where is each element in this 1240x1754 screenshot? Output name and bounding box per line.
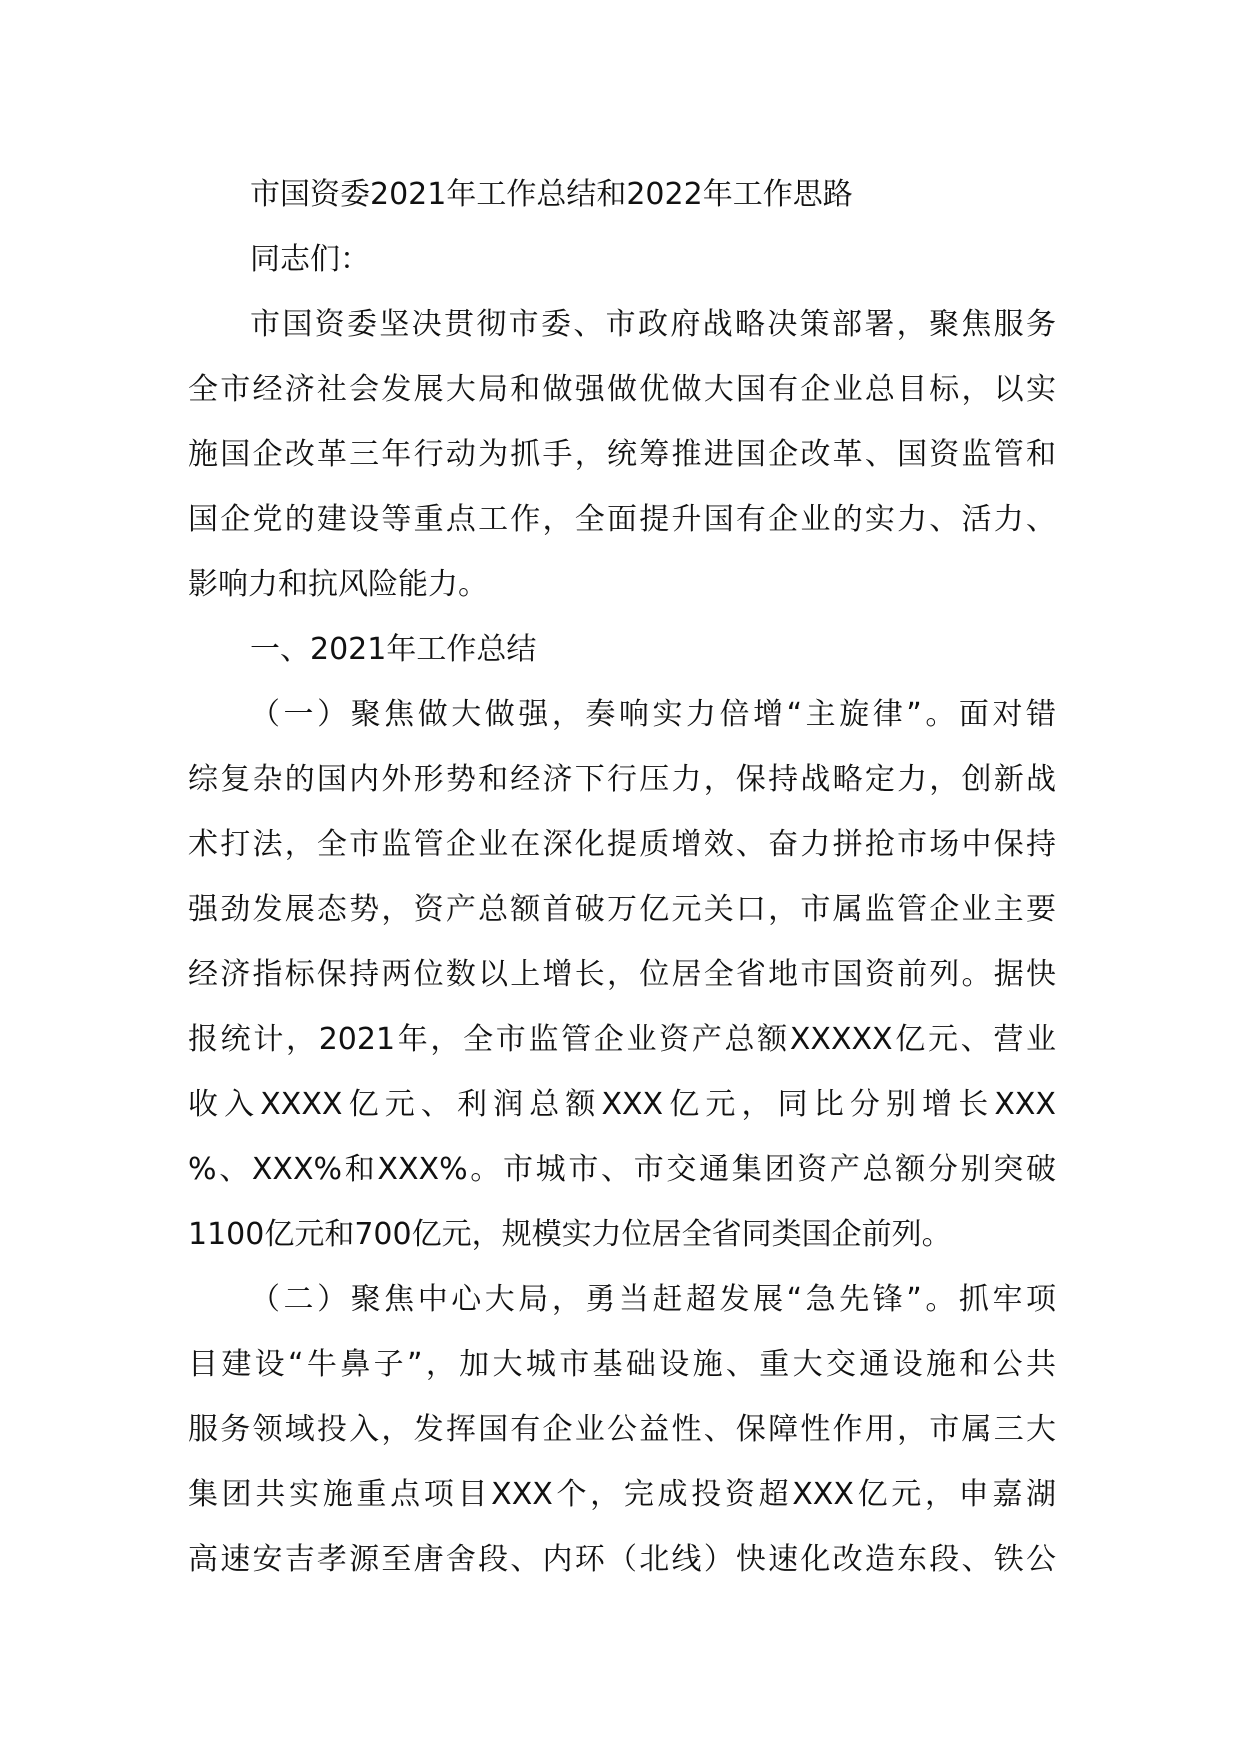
paragraph-line: 全市经济社会发展大局和做强做优做大国有企业总目标，以实 xyxy=(188,372,1056,407)
paragraph-line: 影响力和抗风险能力。 xyxy=(188,567,488,602)
paragraph-line: 国企党的建设等重点工作，全面提升国有企业的实力、活力、 xyxy=(188,502,1056,537)
paragraph-intro xyxy=(188,292,1056,617)
document-page xyxy=(188,162,1056,1592)
section-heading xyxy=(188,617,1056,682)
paragraph-line: 经济指标保持两位数以上增长，位居全省地市国资前列。据快 xyxy=(188,957,1056,992)
paragraph-line: %、XXX%和XXX%。市城市、市交通集团资产总额分别突破 xyxy=(188,1152,1056,1187)
paragraph-line: （二）聚焦中心大局，勇当赶超发展“急先锋”。抓牢项 xyxy=(250,1282,1056,1317)
document-title: 市国资委2021年工作总结和2022年工作思路 xyxy=(250,177,853,212)
paragraph-line: 1100亿元和700亿元，规模实力位居全省同类国企前列。 xyxy=(188,1217,952,1252)
paragraph-line: 目建设“牛鼻子”，加大城市基础设施、重大交通设施和公共 xyxy=(188,1347,1056,1382)
paragraph-line: 市国资委坚决贯彻市委、市政府战略决策部署，聚焦服务 xyxy=(250,307,1056,342)
paragraph-line: （一）聚焦做大做强，奏响实力倍增“主旋律”。面对错 xyxy=(250,697,1056,732)
paragraph-line: 集团共实施重点项目XXX个，完成投资超XXX亿元，申嘉湖 xyxy=(188,1477,1056,1512)
paragraph-line: 服务领域投入，发挥国有企业公益性、保障性作用，市属三大 xyxy=(188,1412,1056,1447)
paragraph-line: 报统计，2021年，全市监管企业资产总额XXXXX亿元、营业 xyxy=(188,1022,1056,1057)
paragraph-line: 高速安吉孝源至唐舍段、内环（北线）快速化改造东段、铁公 xyxy=(188,1542,1056,1577)
paragraph-line: 施国企改革三年行动为抓手，统筹推进国企改革、国资监管和 xyxy=(188,437,1056,472)
paragraph-line: 综复杂的国内外形势和经济下行压力，保持战略定力，创新战 xyxy=(188,762,1056,797)
paragraph-line: 强劲发展态势，资产总额首破万亿元关口，市属监管企业主要 xyxy=(188,892,1056,927)
paragraph-section-2 xyxy=(188,1267,1056,1592)
section-heading-text: 一、2021年工作总结 xyxy=(250,632,537,667)
paragraph-line: 收入XXXX亿元、利润总额XXX亿元，同比分别增长XXX xyxy=(188,1087,1056,1122)
paragraph-section-1 xyxy=(188,682,1056,1267)
paragraph-line: 术打法，全市监管企业在深化提质增效、奋力拼抢市场中保持 xyxy=(188,827,1056,862)
salutation: 同志们： xyxy=(250,242,370,277)
